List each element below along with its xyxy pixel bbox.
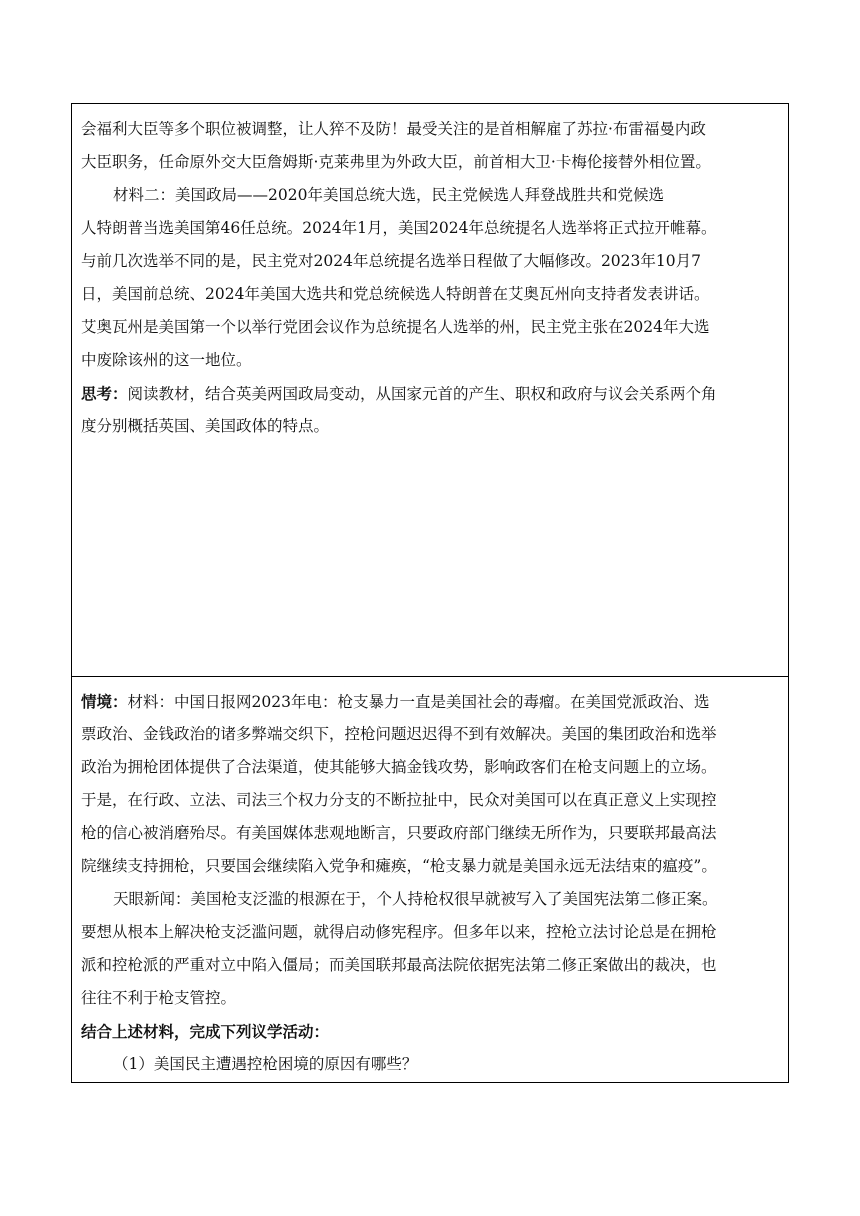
text-line: 中废除该州的这一地位。 xyxy=(81,351,252,369)
text-line: 院继续支持拥枪，只要国会继续陷入党争和瘫痪，“枪支暴力就是美国永远无法结束的瘟疫”。 xyxy=(81,857,717,875)
think-label: 思考： xyxy=(81,384,128,403)
scene-label: 情境： xyxy=(81,692,128,711)
scene-first-line xyxy=(81,685,779,718)
text-line: 日，美国前总统、2024年美国大选共和党总统候选人特朗普在艾奥瓦州向支持者发表讲话。 xyxy=(81,285,710,303)
text-line-material-two: 材料二：美国政局——2020年美国总统大选，民主党候选人拜登战胜共和党候选 xyxy=(113,186,664,204)
think-question-line-2: 度分别概括英国、美国政体的特点。 xyxy=(81,417,330,435)
text-line: 要想从根本上解决枪支泛滥问题，就得启动修宪程序。但多年以来，控枪立法讨论总是在拥枪 xyxy=(81,923,717,941)
text-line: 往往不利于枪支管控。 xyxy=(81,989,237,1007)
scenario-box-content xyxy=(81,685,779,1081)
text-line: 大臣职务，任命原外交大臣詹姆斯·克莱弗里为外政大臣，前首相大卫·卡梅伦接替外相位置。 xyxy=(81,153,711,171)
text-line: 派和控枪派的严重对立中陷入僵局；而美国联邦最高法院依据宪法第二修正案做出的裁决，也 xyxy=(81,956,717,974)
text-line: 于是，在行政、立法、司法三个权力分支的不断拉扯中，民众对美国可以在真正意义上实现控 xyxy=(81,791,717,809)
text-line: 会福利大臣等多个职位被调整，让人猝不及防！最受关注的是首相解雇了苏拉·布雷福曼内政 xyxy=(81,120,706,138)
think-question-line xyxy=(81,377,779,410)
text-line: 政治为拥枪团体提供了合法渠道，使其能够大搞金钱攻势，影响政客们在枪支问题上的立场。 xyxy=(81,758,717,776)
think-text: 阅读教材，结合英美两国政局变动，从国家元首的产生、职权和政府与议会关系两个角 xyxy=(127,385,717,403)
text-line: 人特朗普当选美国第46任总统。2024年1月，美国2024年总统提名人选举将正式拉开帷幕。 xyxy=(81,219,717,237)
material-box-uk-us-politics xyxy=(71,103,789,677)
question-one: （1）美国民主遭遇控枪困境的原因有哪些？ xyxy=(113,1055,418,1073)
text-line: 票政治、金钱政治的诸多弊端交织下，控枪问题迟迟得不到有效解决。美国的集团政治和选举 xyxy=(81,725,717,743)
scenario-box-gun-control xyxy=(71,676,789,1083)
text-line: 枪的信心被消磨殆尽。有美国媒体悲观地断言，只要政府部门继续无所作为，只要联邦最高法 xyxy=(81,824,717,842)
scene-text: 材料：中国日报网2023年电：枪支暴力一直是美国社会的毒瘤。在美国党派政治、选 xyxy=(127,693,710,711)
material-box-content xyxy=(81,113,779,443)
text-line: 艾奥瓦州是美国第一个以举行党团会议作为总统提名人选举的州，民主党主张在2024年大选 xyxy=(81,318,710,336)
activity-title: 结合上述材料，完成下列议学活动： xyxy=(81,1022,330,1041)
text-line: 与前几次选举不同的是，民主党对2024年总统提名选举日程做了大幅修改。2023年10月7 xyxy=(81,252,701,270)
tianyan-news-line: 天眼新闻：美国枪支泛滥的根源在于，个人持枪权很早就被写入了美国宪法第二修正案。 xyxy=(113,890,718,908)
